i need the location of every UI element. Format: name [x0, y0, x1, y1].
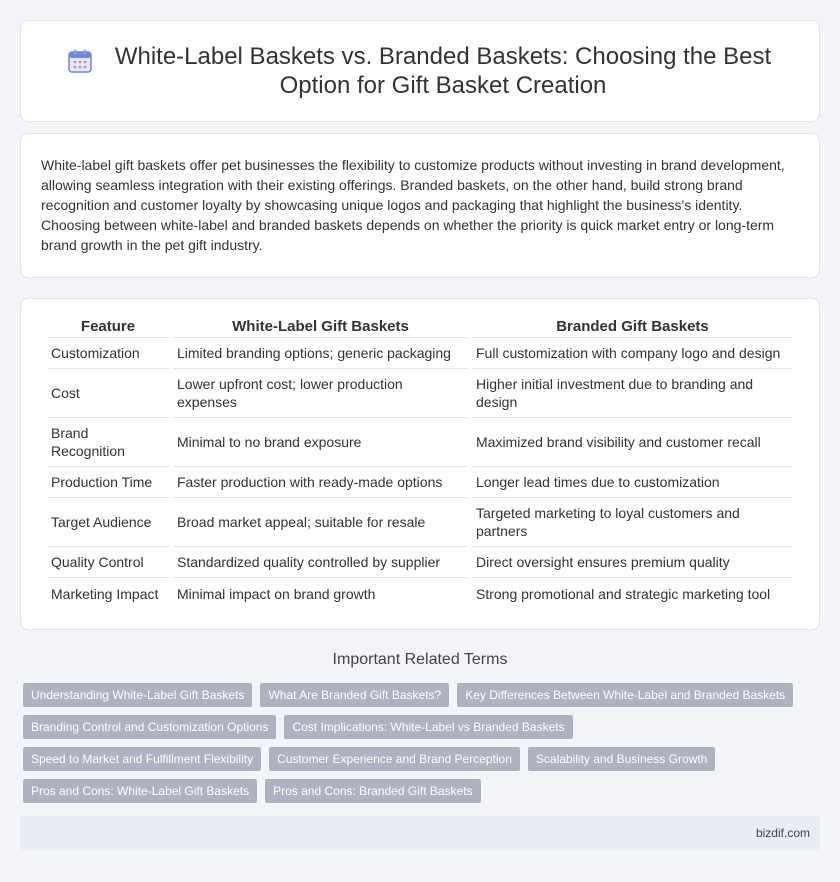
footer-site-name: bizdif.com — [755, 826, 810, 840]
related-terms-title: Important Related Terms — [332, 651, 508, 668]
related-term-tag[interactable]: Pros and Cons: Branded Gift Baskets — [265, 779, 480, 803]
table-cell-feature: Quality Control — [47, 547, 169, 578]
table-row — [47, 547, 793, 578]
related-term-tag[interactable]: Branding Control and Customization Options — [23, 715, 276, 739]
table-cell-branded: Maximized brand visibility and customer recall — [472, 418, 793, 467]
page-title: White-Label Baskets vs. Branded Baskets: Choosing the Best Option for Gift Basket Creation — [114, 43, 772, 99]
related-term-tag[interactable]: Key Differences Between White-Label and Branded Baskets — [457, 683, 793, 707]
table-cell-branded: Full customization with company logo and design — [472, 338, 793, 369]
table-row — [47, 418, 793, 467]
table-cell-white-label: Faster production with ready-made options — [173, 467, 468, 498]
footer — [20, 816, 820, 850]
table-cell-feature: Marketing Impact — [51, 585, 159, 602]
table-cell-white-label: Lower upfront cost; lower production expenses — [173, 369, 468, 418]
table-cell-white-label: Standardized quality controlled by supplier — [173, 547, 468, 578]
table-cell-feature: Target Audience — [47, 498, 169, 547]
column-header-feature: Feature — [47, 316, 169, 338]
table-row — [47, 467, 793, 498]
calendar-icon — [67, 48, 93, 74]
column-header-branded: Branded Gift Baskets — [472, 316, 793, 338]
related-term-tag[interactable]: Speed to Market and Fulfillment Flexibility — [23, 747, 261, 771]
header-card — [20, 20, 820, 122]
table-cell-feature: Brand Recognition — [47, 418, 169, 467]
table-cell-branded: Higher initial investment due to branding and design — [472, 369, 793, 418]
related-term-tag[interactable]: What Are Branded Gift Baskets? — [260, 683, 449, 707]
related-term-tag[interactable]: Understanding White-Label Gift Baskets — [23, 683, 252, 707]
table-cell-white-label: Minimal impact on brand growth — [177, 585, 376, 602]
table-cell-white-label: Minimal to no brand exposure — [173, 418, 468, 467]
related-term-tag[interactable]: Pros and Cons: White-Label Gift Baskets — [23, 779, 257, 803]
table-row — [47, 498, 793, 547]
related-terms-list — [23, 683, 817, 803]
table-cell-branded: Direct oversight ensures premium quality — [472, 547, 793, 578]
table-cell-feature: Customization — [47, 338, 169, 369]
table-cell-white-label: Limited branding options; generic packaging — [173, 338, 468, 369]
related-term-tag[interactable]: Scalability and Business Growth — [528, 747, 715, 771]
table-row — [47, 369, 793, 418]
table-header-row — [47, 316, 793, 338]
comparison-table — [43, 316, 797, 609]
header — [67, 42, 773, 100]
related-term-tag[interactable]: Cost Implications: White-Label vs Branded Baskets — [284, 715, 572, 739]
table-cell-feature: Cost — [47, 369, 169, 418]
table-cell-white-label: Broad market appeal; suitable for resale — [173, 498, 468, 547]
column-header-white-label: White-Label Gift Baskets — [173, 316, 468, 338]
table-cell-branded: Longer lead times due to customization — [472, 467, 793, 498]
related-term-tag[interactable]: Customer Experience and Brand Perception — [269, 747, 520, 771]
table-row — [47, 578, 793, 609]
comparison-card — [20, 298, 820, 630]
table-cell-branded: Targeted marketing to loyal customers and partners — [472, 498, 793, 547]
intro-card — [20, 133, 820, 278]
table-row — [47, 338, 793, 369]
table-cell-branded: Strong promotional and strategic marketing tool — [476, 585, 771, 602]
intro-text: White-label gift baskets offer pet businesses the flexibility to customize products without investing in brand development, allowing seamless integration with their existing offerings. Branded baskets, on the other hand, build strong brand recognition and customer loyalty by showcasing unique logos and packaging that highlight the business's identity. Choosing between white-label and branded baskets depends on whether the priority is quick market entry or long-term brand growth in the pet gift industry. — [41, 157, 785, 253]
table-cell-feature: Production Time — [47, 467, 169, 498]
